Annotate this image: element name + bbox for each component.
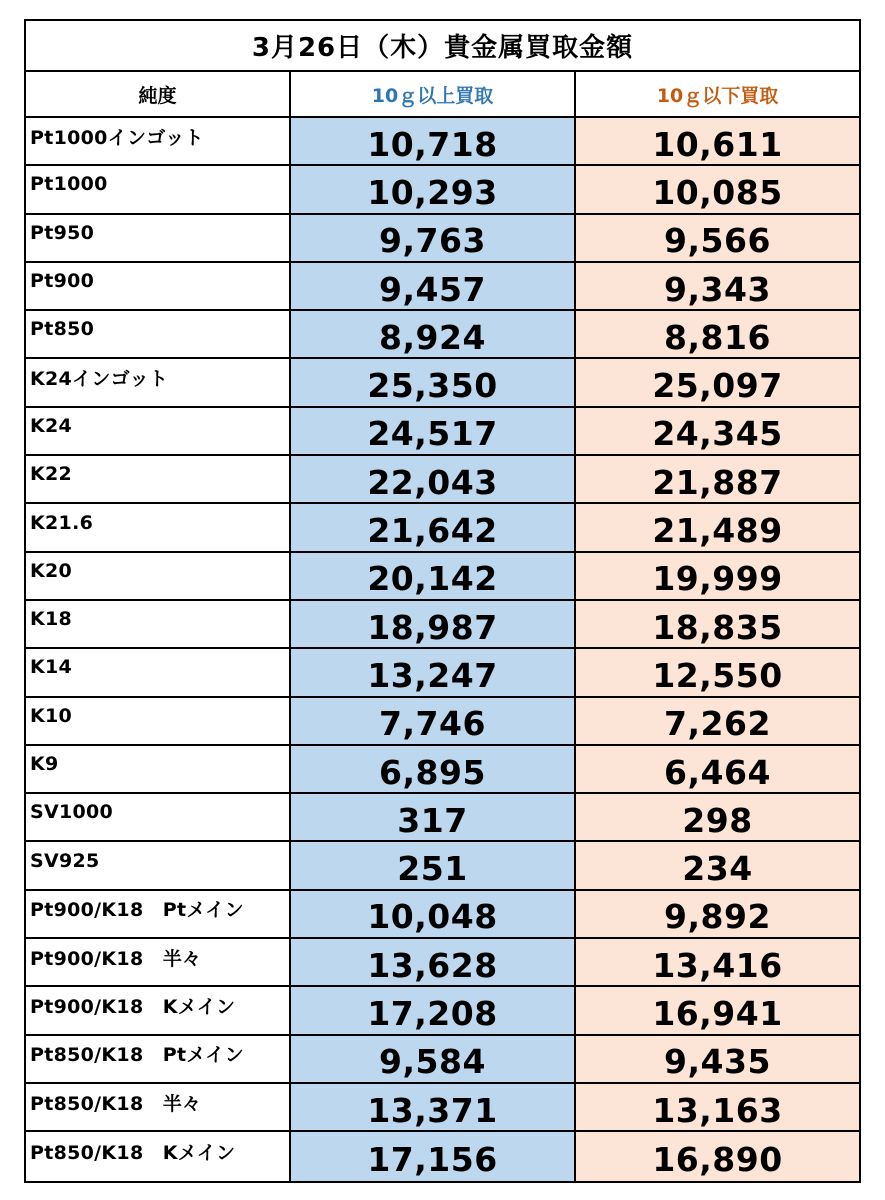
price-under-10g: 16,941 (576, 987, 859, 1035)
price-under-10g: 6,464 (576, 746, 859, 794)
price-over-10g: 8,924 (291, 311, 576, 359)
price-over-10g: 10,718 (291, 118, 576, 166)
row-label: Pt900/K18 半々 (26, 939, 291, 987)
price-under-10g: 7,262 (576, 698, 859, 746)
price-over-10g: 9,584 (291, 1036, 576, 1084)
price-over-10g: 6,895 (291, 746, 576, 794)
price-over-10g: 17,208 (291, 987, 576, 1035)
price-under-10g: 9,343 (576, 263, 859, 311)
row-label: K9 (26, 746, 291, 794)
price-over-10g: 9,763 (291, 215, 576, 263)
row-label: K21.6 (26, 504, 291, 552)
row-label: Pt850/K18 半々 (26, 1084, 291, 1132)
row-label: Pt850 (26, 311, 291, 359)
row-label: K14 (26, 649, 291, 697)
price-under-10g: 16,890 (576, 1132, 859, 1180)
price-over-10g: 13,371 (291, 1084, 576, 1132)
price-over-10g: 9,457 (291, 263, 576, 311)
price-under-10g: 9,435 (576, 1036, 859, 1084)
row-label: Pt1000 (26, 166, 291, 214)
row-label: Pt900 (26, 263, 291, 311)
row-label: K24インゴット (26, 359, 291, 407)
row-label: Pt900/K18 Ptメイン (26, 891, 291, 939)
price-over-10g: 24,517 (291, 408, 576, 456)
row-label: Pt850/K18 Ptメイン (26, 1036, 291, 1084)
price-grid (26, 72, 859, 1181)
price-under-10g: 8,816 (576, 311, 859, 359)
row-label: K10 (26, 698, 291, 746)
price-over-10g: 251 (291, 842, 576, 890)
price-over-10g: 317 (291, 794, 576, 842)
price-under-10g: 9,566 (576, 215, 859, 263)
row-label: K24 (26, 408, 291, 456)
header-over-10g: 10ｇ以上買取 (291, 72, 576, 118)
price-over-10g: 25,350 (291, 359, 576, 407)
price-under-10g: 13,163 (576, 1084, 859, 1132)
price-over-10g: 13,247 (291, 649, 576, 697)
price-under-10g: 21,887 (576, 456, 859, 504)
price-under-10g: 10,611 (576, 118, 859, 166)
price-over-10g: 21,642 (291, 504, 576, 552)
row-label: K22 (26, 456, 291, 504)
row-label: Pt950 (26, 215, 291, 263)
price-under-10g: 19,999 (576, 553, 859, 601)
row-label: K20 (26, 553, 291, 601)
price-over-10g: 17,156 (291, 1132, 576, 1180)
price-over-10g: 13,628 (291, 939, 576, 987)
price-over-10g: 20,142 (291, 553, 576, 601)
row-label: SV925 (26, 842, 291, 890)
price-under-10g: 9,892 (576, 891, 859, 939)
price-under-10g: 10,085 (576, 166, 859, 214)
price-over-10g: 10,293 (291, 166, 576, 214)
row-label: Pt1000インゴット (26, 118, 291, 166)
price-over-10g: 22,043 (291, 456, 576, 504)
row-label: Pt900/K18 Kメイン (26, 987, 291, 1035)
table-title: 3月26日（木）貴金属買取金額 (26, 21, 859, 72)
price-under-10g: 21,489 (576, 504, 859, 552)
row-label: SV1000 (26, 794, 291, 842)
price-under-10g: 12,550 (576, 649, 859, 697)
row-label: K18 (26, 601, 291, 649)
price-under-10g: 13,416 (576, 939, 859, 987)
price-over-10g: 7,746 (291, 698, 576, 746)
price-over-10g: 18,987 (291, 601, 576, 649)
header-purity: 純度 (26, 72, 291, 118)
price-under-10g: 298 (576, 794, 859, 842)
price-under-10g: 24,345 (576, 408, 859, 456)
price-under-10g: 234 (576, 842, 859, 890)
price-over-10g: 10,048 (291, 891, 576, 939)
price-table (24, 19, 861, 1183)
price-under-10g: 18,835 (576, 601, 859, 649)
row-label: Pt850/K18 Kメイン (26, 1132, 291, 1180)
price-under-10g: 25,097 (576, 359, 859, 407)
header-under-10g: 10ｇ以下買取 (576, 72, 859, 118)
